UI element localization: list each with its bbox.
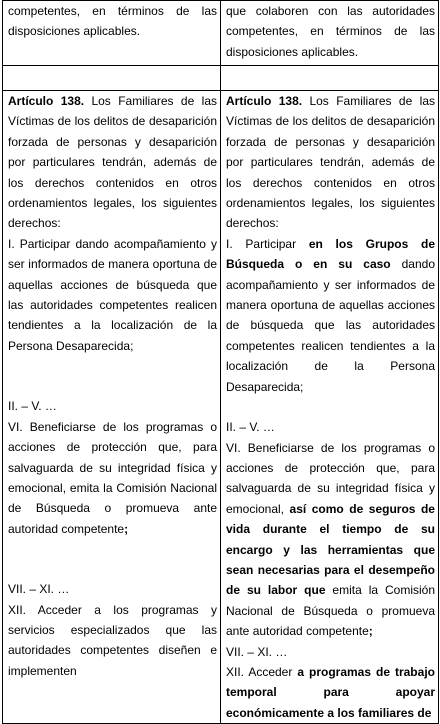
right-cell [221,91,439,724]
spacer [8,356,217,396]
reform-text: así como de seguros de vida durante el tiempo de su encargo y las herramientas que sean necesarias para el desempeño de su labor que [226,501,435,598]
fraction-vii-xi: VII. – XI. … [8,582,70,597]
comparison-table [2,0,439,724]
right-text: que colaboren con las autoridades competentes, en términos de las disposiciones aplicables. [226,4,435,59]
right-cell [221,1,439,66]
left-cell [3,66,221,91]
left-cell [3,1,221,66]
article-paragraph [226,91,435,234]
article-text: Los Familiares de las Víctimas de los delitos de desaparición forzada de personas y desaparición por particulares tendrán, además de los derechos contenidos en otros ordenamientos legales, los siguientes derechos: [8,94,217,231]
article-paragraph [8,91,217,234]
fraction-i: I. Participar en los Grupos de Búsqueda o en su caso dando acompañamiento y ser informados de manera oportuna de aquellas acciones de búsqueda que las autoridades competentes realicen tendientes a la localización de la Persona Desaparecida; [226,236,435,394]
fraction-vi-end: ; [124,521,129,536]
table-row [3,66,439,91]
fraction-ii-v: II. – V. … [8,399,57,414]
article-label: Artículo 138. [8,94,85,108]
reform-text: en los Grupos de Búsqueda o en su caso [226,236,435,272]
fraction-ii-v: II. – V. … [226,420,275,435]
fraction-i: I. Participar dando acompañamiento y ser informados de manera oportuna de aquellas acciones de búsqueda que las autoridades competentes realicen tendientes a la localización de la Persona Desaparecida; [8,236,217,353]
fraction-vi [8,417,217,539]
article-label: Artículo 138. [226,94,303,108]
fraction-vii-xi: VII. – XI. … [226,644,288,659]
spacer [8,539,217,579]
fraction-vi: VI. Beneficiarse de los programas o acciones de protección que, para salvaguarda de su integridad física y emocional, así como de seguros de vida durante el tiempo de su encargo y las herramientas que sean necesarias para el desempeño de su labor que emita la Comisión Nacional de Búsqueda o promueva ante autoridad competente; [226,440,436,639]
right-cell [221,66,439,91]
fraction-vi-text: VI. Beneficiarse de los programas o acciones de protección que, para salvaguarda de su integridad física y emocional, emita la Comisión Nacional de Búsqueda o promueva ante autoridad competente [8,419,217,536]
fraction-xii: XII. Acceder a programas de trabajo temporal para apoyar económicamente a los familiares de [226,664,435,720]
article-text: Los Familiares de las Víctimas de los delitos de desaparición forzada de personas y desaparición por particulares tendrán, además de los derechos contenidos en otros ordenamientos legales, los siguientes derechos: [226,94,435,231]
table-row [3,91,439,724]
left-cell [3,91,221,724]
spacer [226,397,435,417]
table-row [3,1,439,66]
left-text: competentes, en términos de las disposiciones aplicables. [8,4,217,39]
fraction-xii: XII. Acceder a los programas y servicios especializados que las autoridades competentes diseñen e implementen [8,602,217,678]
reform-text: a programas de trabajo temporal para apoyar económicamente a los familiares de [226,664,435,720]
